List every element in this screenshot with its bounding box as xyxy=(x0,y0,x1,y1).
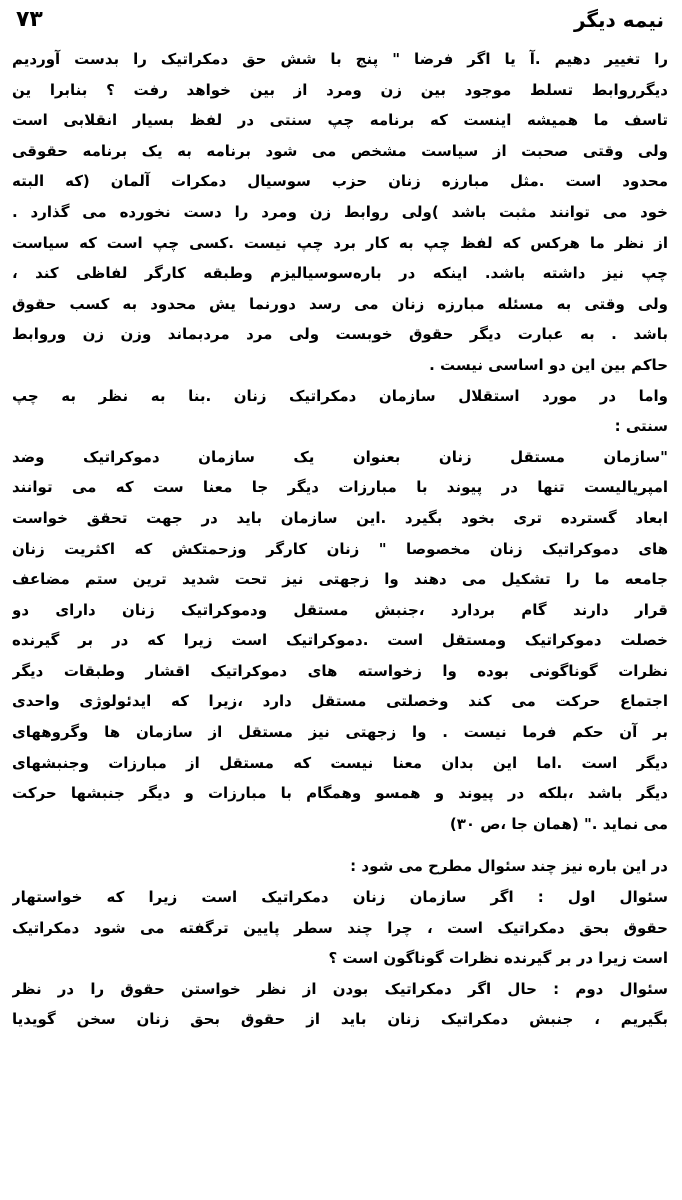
text-line: سنتی : xyxy=(614,417,668,436)
paragraph-gap xyxy=(12,839,668,851)
quote-line: جامعه ما را تشکیل می دهند وا زجهتی نیز تحت شدید ترین ستم مضاعف xyxy=(12,570,668,589)
body-text xyxy=(12,44,668,1035)
page-header xyxy=(16,6,664,36)
text-line: سئوال دوم : حال اگر دمکراتیک بودن از نظر خواستن حقوق را در نظر xyxy=(12,979,668,998)
quote-line: اجتماع حرکت می کند وخصلتی مستقل دارد ،زیرا که ایدئولوژی واحدی xyxy=(12,692,668,711)
quote-line: می نماید ." (همان جا ،ص ۳۰) xyxy=(449,814,668,833)
page-number: ۷۳ xyxy=(16,7,43,32)
paragraph-block-one xyxy=(12,44,668,381)
text-line: از نظر ما هرکس که لفظ چپ به کار برد چپ نیست .کسی چپ است که سیاست xyxy=(12,233,668,252)
text-line: بگیریم ، جنبش دمکراتیک زنان باید از حقوق بحق زنان سخن گویدیا xyxy=(12,1010,668,1029)
text-line: باشد . به عبارت دیگر حقوق خوبست ولی مرد مردبماند وزن زن وروابط xyxy=(12,325,668,344)
text-line: تاسف ما همیشه اینست که برنامه چپ سنتی در لفظ بسیار انقلابی است xyxy=(12,111,668,130)
quote-line: دیگر باشد ،بلکه در پیوند و همسو وهمگام با مبارزات و دیگر جنبشها حرکت xyxy=(12,784,668,803)
text-line: خود می توانند مثبت باشد )ولی روابط زن ومرد را دست نخورده می گذارد . xyxy=(12,202,668,221)
paragraph-block-two xyxy=(12,381,668,840)
text-line: ولی وقتی صحبت از سیاست مشخص می شود برنامه به یک برنامه حقوقی xyxy=(12,141,668,160)
text-line: است زیرا در بر گیرنده نظرات گوناگون است ؟ xyxy=(328,949,668,968)
paragraph-block-three xyxy=(12,851,668,1035)
text-line: را تغییر دهیم .آ یا اگر فرضا " پنج با شش حق دمکراتیک را بدست آوردیم xyxy=(12,50,668,68)
text-line: چپ نیز داشته باشد. اینکه در بارەسوسیالیزم وطبقه کارگر لفاظی کند ، xyxy=(12,264,668,283)
quote-line: های دموکراتیک زنان مخصوصا " زنان کارگر وزحمتکش که اکثریت زنان xyxy=(12,539,668,558)
quote-line: ابعاد گسترده تری بخود بگیرد .این سازمان باید در جهت تحقق خواست xyxy=(12,508,668,527)
text-line: سئوال اول : اگر سازمان زنان دمکراتیک است زیرا که خواستهار xyxy=(12,888,668,907)
text-line: حاکم بین این دو اساسی نیست . xyxy=(429,355,668,374)
quote-line: نظرات گوناگونی بوده وا زخواسته های دموکراتیک اقشار وطبقات دیگر xyxy=(12,661,668,680)
text-line: دیگرروابط تسلط موجود بین زن ومرد از بین خواهد رفت ؟ بنابرا ین xyxy=(12,80,668,99)
quote-line: دیگر است .اما این بدان معنا نیست که مستقل از مبارزات وجنبشهای xyxy=(12,753,668,772)
quote-line: قرار دارند گام بردارد ،جنبش مستقل ودموکراتیک زنان دارای دو xyxy=(12,600,668,619)
quote-line: امپریالیست تنها در پیوند با مبارزات دیگر جا معنا ست که می توانند xyxy=(12,478,668,497)
book-title: نیمه دیگر xyxy=(573,8,664,32)
text-line: در این باره نیز چند سئوال مطرح می شود : xyxy=(350,857,668,876)
text-line: واما در مورد استقلال سازمان دمکراتیک زنان .بنا به نظر به چپ xyxy=(12,386,668,405)
quote-line: بر آن حکم فرما نیست . وا زجهتی نیز مستقل از سازمان ها وگروههای xyxy=(12,723,668,742)
text-line: حقوق بحق دمکراتیک است ، چرا چند سطر پایین ترگفته می شود دمکراتیک xyxy=(12,918,668,937)
text-line: محدود است .مثل مبارزه زنان حزب سوسیال دمکرات آلمان (که البته xyxy=(12,172,668,191)
quote-line: خصلت دموکراتیک ومستقل است .دموکراتیک است زیرا که در بر گیرنده xyxy=(12,631,668,650)
text-line: ولی وقتی به مسئله مبارزه زنان می رسد دورنما یش محدود به کسب حقوق xyxy=(12,294,668,313)
quote-line: "سازمان مستقل زنان بعنوان یک سازمان دموکراتیک وضد xyxy=(12,447,668,466)
